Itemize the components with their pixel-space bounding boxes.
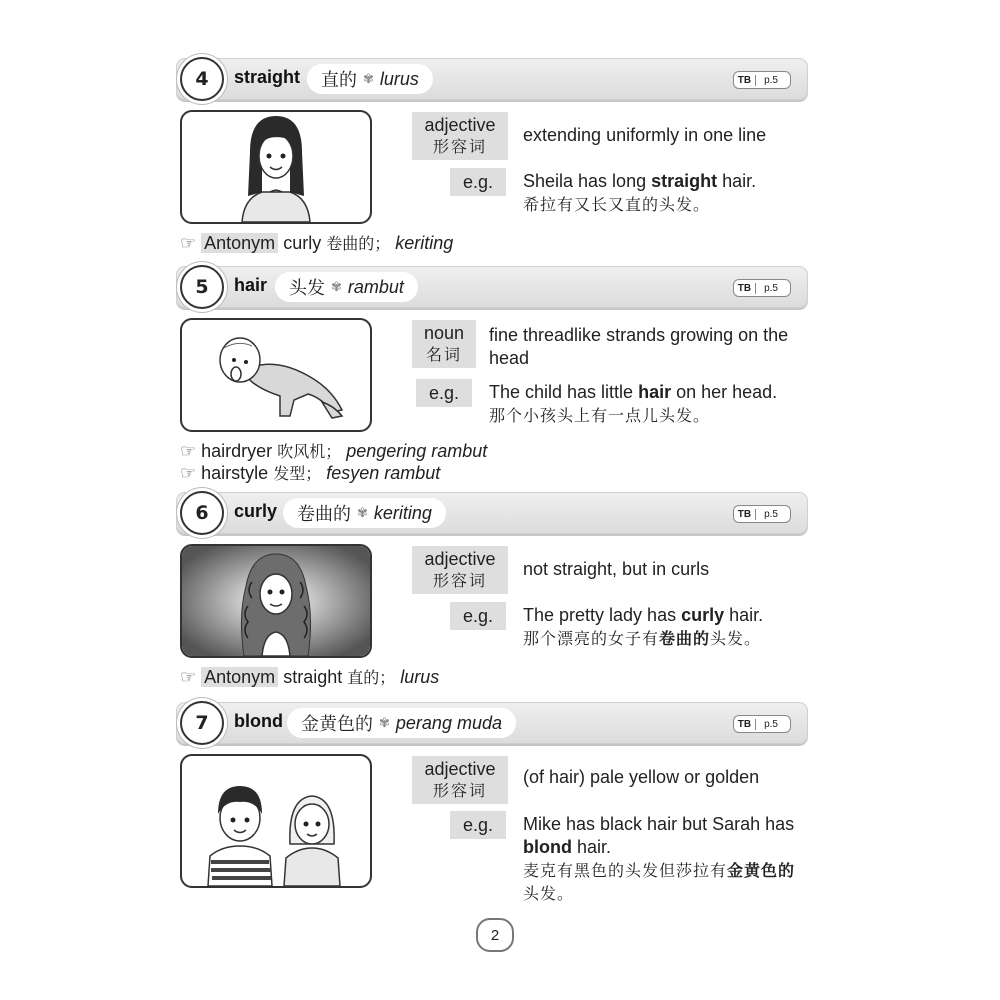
translation-pill [283, 498, 446, 528]
textbook-ref: TB p.5 [733, 505, 791, 523]
headword: curly [234, 501, 278, 521]
entry-straight [176, 58, 808, 100]
flower-icon: ✾ [357, 505, 368, 521]
definition: extending uniformly in one line [523, 125, 767, 145]
related-word-note: ☞ hairdryer 吹风机； pengering rambut [180, 441, 488, 461]
malay-translation: perang muda [395, 712, 502, 733]
entry-number: 4 [180, 57, 224, 101]
translation-pill [307, 64, 433, 94]
example-label: e.g. [450, 602, 506, 630]
translation-pill [287, 708, 516, 738]
malay-translation: keriting [373, 502, 432, 523]
flower-icon: ✾ [379, 715, 390, 731]
textbook-ref: TB p.5 [733, 715, 791, 733]
example-chinese: 那个小孩头上有一点儿头发。 [489, 406, 711, 425]
example-label: e.g. [450, 811, 506, 839]
part-of-speech: adjective 形容词 [412, 112, 508, 160]
chinese-translation: 卷曲的 [297, 504, 351, 525]
part-of-speech: adjective 形容词 [412, 546, 508, 594]
malay-translation: rambut [347, 276, 404, 297]
chinese-translation: 金黄色的 [301, 714, 373, 735]
entry-number: 7 [180, 701, 224, 745]
pointing-hand-icon: ☞ [180, 463, 197, 483]
entry-number: 5 [180, 265, 224, 309]
headword: hair [234, 275, 268, 295]
chinese-translation: 头发 [289, 278, 325, 299]
girl-straight-hair-illustration [180, 110, 372, 224]
boy-and-girl-illustration [180, 754, 372, 888]
entry-header [176, 266, 808, 308]
textbook-ref: TB p.5 [733, 71, 791, 89]
textbook-ref: TB p.5 [733, 279, 791, 297]
translation-pill [275, 272, 418, 302]
pointing-hand-icon: ☞ [180, 233, 197, 253]
part-of-speech: noun 名词 [412, 320, 476, 368]
pointing-hand-icon: ☞ [180, 667, 197, 687]
entry-header [176, 492, 808, 534]
example-label: e.g. [416, 379, 472, 407]
antonym-note: ☞ Antonym straight 直的； lurus [180, 667, 440, 687]
example-chinese: 麦克有黑色的头发但莎拉有金黄色的头发。 [523, 861, 796, 903]
definition: not straight, but in curls [523, 559, 710, 579]
headword: blond [234, 711, 283, 731]
example-chinese: 那个漂亮的女子有卷曲的头发。 [523, 629, 762, 648]
entry-header [176, 702, 808, 744]
definition: (of hair) pale yellow or golden [523, 767, 760, 787]
headword: straight [234, 67, 301, 87]
chinese-translation: 直的 [321, 70, 357, 91]
crawling-baby-illustration [180, 318, 372, 432]
example-sentence: Sheila has long straight hair. 希拉有又长又直的头发。 [523, 170, 803, 216]
example-label: e.g. [450, 168, 506, 196]
part-of-speech: adjective 形容词 [412, 756, 508, 804]
flower-icon: ✾ [363, 71, 374, 87]
example-sentence: The pretty lady has curly hair. 那个漂亮的女子有卷曲的头发。 [523, 604, 803, 650]
related-word-note: ☞ hairstyle 发型； fesyen rambut [180, 463, 441, 483]
entry-header [176, 58, 808, 100]
entry-curly [176, 492, 808, 534]
example-sentence: Mike has black hair but Sarah has blond hair. 麦克有黑色的头发但莎拉有金黄色的头发。 [523, 813, 807, 905]
example-chinese: 希拉有又长又直的头发。 [523, 195, 711, 214]
pointing-hand-icon: ☞ [180, 441, 197, 461]
malay-translation: lurus [379, 68, 419, 89]
lady-curly-hair-illustration [180, 544, 372, 658]
entry-hair [176, 266, 808, 308]
antonym-note: ☞ Antonym curly 卷曲的； keriting [180, 233, 454, 253]
entry-number: 6 [180, 491, 224, 535]
example-sentence: The child has little hair on her head. 那个小孩头上有一点儿头发。 [489, 381, 807, 427]
page-number: 2 [476, 918, 514, 952]
definition: fine threadlike strands growing on the head [489, 325, 789, 368]
entry-blond [176, 702, 808, 744]
flower-icon: ✾ [331, 279, 342, 295]
